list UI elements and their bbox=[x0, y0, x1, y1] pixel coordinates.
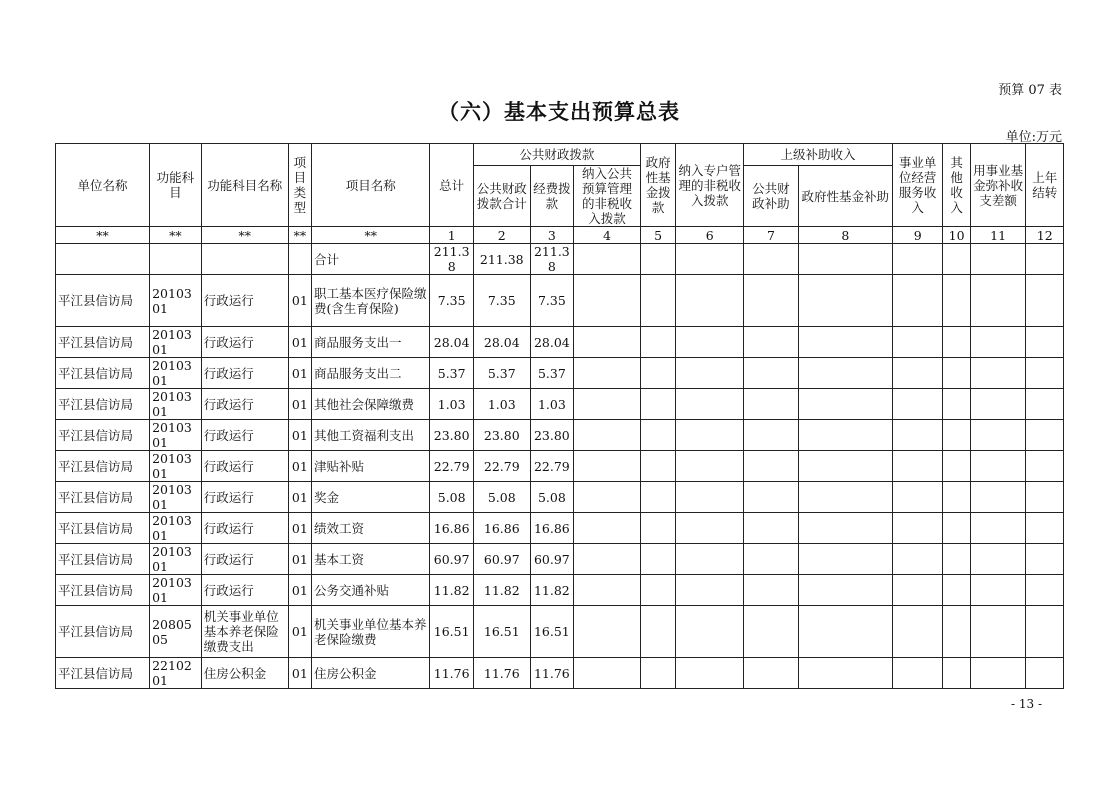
cell-empty bbox=[1026, 544, 1064, 575]
cell-func-name: 行政运行 bbox=[201, 327, 288, 358]
cell-unit: 平江县信访局 bbox=[56, 513, 150, 544]
cell-empty bbox=[640, 658, 675, 689]
cell-empty bbox=[640, 451, 675, 482]
cell-item-type: 01 bbox=[288, 389, 311, 420]
table-row bbox=[56, 389, 1064, 420]
table-row bbox=[56, 358, 1064, 389]
cell-operating-funds: 22.79 bbox=[530, 451, 574, 482]
cell-empty bbox=[892, 275, 943, 327]
cell-unit: 平江县信访局 bbox=[56, 451, 150, 482]
index-cell: ** bbox=[312, 227, 430, 244]
cell-item-name: 机关事业单位基本养老保险缴费 bbox=[312, 606, 430, 658]
cell-total: 16.51 bbox=[430, 606, 474, 658]
cell-func-code: 2010301 bbox=[150, 420, 202, 451]
cell-empty bbox=[798, 575, 892, 606]
sum-row bbox=[56, 244, 1064, 275]
cell-unit: 平江县信访局 bbox=[56, 420, 150, 451]
cell-empty bbox=[574, 327, 641, 358]
cell-item-type: 01 bbox=[288, 575, 311, 606]
cell-operating-funds: 28.04 bbox=[530, 327, 574, 358]
index-row bbox=[56, 227, 1064, 244]
index-cell: 2 bbox=[473, 227, 530, 244]
cell-empty bbox=[640, 482, 675, 513]
cell-total: 5.08 bbox=[430, 482, 474, 513]
index-cell: 3 bbox=[530, 227, 574, 244]
sum-label: 合计 bbox=[312, 244, 430, 275]
cell-empty bbox=[1026, 658, 1064, 689]
cell-item-type: 01 bbox=[288, 658, 311, 689]
form-number: 预算 07 表 bbox=[998, 83, 1062, 98]
cell-total: 28.04 bbox=[430, 327, 474, 358]
header-special-non-tax: 纳入专户管理的非税收入拨款 bbox=[676, 144, 744, 227]
cell-empty bbox=[640, 420, 675, 451]
cell-empty bbox=[574, 575, 641, 606]
cell-empty bbox=[744, 389, 799, 420]
cell-empty bbox=[798, 658, 892, 689]
cell-empty bbox=[744, 513, 799, 544]
cell-func-code: 2010301 bbox=[150, 275, 202, 327]
table-row bbox=[56, 575, 1064, 606]
cell-empty bbox=[970, 658, 1026, 689]
header-gov-fund-subsidy: 政府性基金补助 bbox=[798, 166, 892, 227]
cell-public-fiscal: 11.82 bbox=[473, 575, 530, 606]
cell-empty bbox=[1026, 451, 1064, 482]
cell-empty bbox=[1026, 575, 1064, 606]
cell-total: 22.79 bbox=[430, 451, 474, 482]
index-cell: 12 bbox=[1026, 227, 1064, 244]
header-unit-name: 单位名称 bbox=[56, 144, 150, 227]
header-item-name: 项目名称 bbox=[312, 144, 430, 227]
cell-public-fiscal: 16.51 bbox=[473, 606, 530, 658]
cell-empty bbox=[744, 451, 799, 482]
cell-empty bbox=[892, 482, 943, 513]
cell-item-name: 住房公积金 bbox=[312, 658, 430, 689]
cell-empty bbox=[970, 358, 1026, 389]
cell-empty bbox=[970, 275, 1026, 327]
header-public-fiscal-subsidy: 公共财政补助 bbox=[744, 166, 799, 227]
cell-empty bbox=[676, 575, 744, 606]
cell-empty bbox=[574, 358, 641, 389]
cell-public-fiscal: 5.37 bbox=[473, 358, 530, 389]
cell-total: 11.82 bbox=[430, 575, 474, 606]
cell-func-code: 2010301 bbox=[150, 544, 202, 575]
cell-empty bbox=[892, 420, 943, 451]
cell-empty bbox=[744, 358, 799, 389]
cell-unit: 平江县信访局 bbox=[56, 358, 150, 389]
cell-item-name: 职工基本医疗保险缴费(含生育保险) bbox=[312, 275, 430, 327]
cell-item-type: 01 bbox=[288, 482, 311, 513]
cell-func-code: 2010301 bbox=[150, 575, 202, 606]
cell-func-name: 住房公积金 bbox=[201, 658, 288, 689]
cell-func-code: 2210201 bbox=[150, 658, 202, 689]
cell-func-name: 行政运行 bbox=[201, 451, 288, 482]
cell-unit: 平江县信访局 bbox=[56, 482, 150, 513]
cell-item-type: 01 bbox=[288, 327, 311, 358]
cell-empty bbox=[970, 420, 1026, 451]
cell-empty bbox=[970, 389, 1026, 420]
cell-public-fiscal: 7.35 bbox=[473, 275, 530, 327]
cell-unit: 平江县信访局 bbox=[56, 575, 150, 606]
cell-total: 7.35 bbox=[430, 275, 474, 327]
header-business-income: 事业单位经营服务收入 bbox=[892, 144, 943, 227]
cell-empty bbox=[744, 575, 799, 606]
cell-empty bbox=[943, 544, 970, 575]
table-row bbox=[56, 606, 1064, 658]
cell-func-name: 行政运行 bbox=[201, 389, 288, 420]
sum-operating-funds: 211.38 bbox=[530, 244, 574, 275]
cell-empty bbox=[574, 482, 641, 513]
cell-empty bbox=[798, 606, 892, 658]
cell-empty bbox=[744, 327, 799, 358]
cell-total: 1.03 bbox=[430, 389, 474, 420]
cell-empty bbox=[970, 327, 1026, 358]
cell-unit: 平江县信访局 bbox=[56, 658, 150, 689]
cell-unit: 平江县信访局 bbox=[56, 327, 150, 358]
cell-empty bbox=[1026, 482, 1064, 513]
cell-empty bbox=[943, 451, 970, 482]
cell-empty bbox=[574, 275, 641, 327]
cell-empty bbox=[892, 658, 943, 689]
cell-empty bbox=[1026, 420, 1064, 451]
cell-item-name: 其他工资福利支出 bbox=[312, 420, 430, 451]
cell-empty bbox=[676, 389, 744, 420]
cell-public-fiscal: 22.79 bbox=[473, 451, 530, 482]
cell-empty bbox=[744, 544, 799, 575]
cell-empty bbox=[798, 420, 892, 451]
cell-empty bbox=[744, 658, 799, 689]
cell-empty bbox=[676, 658, 744, 689]
cell-empty bbox=[892, 389, 943, 420]
cell-empty bbox=[943, 420, 970, 451]
cell-func-code: 2080505 bbox=[150, 606, 202, 658]
cell-empty bbox=[1026, 358, 1064, 389]
cell-item-name: 奖金 bbox=[312, 482, 430, 513]
cell-operating-funds: 60.97 bbox=[530, 544, 574, 575]
cell-func-name: 行政运行 bbox=[201, 482, 288, 513]
header-operating-funds: 经费拨款 bbox=[530, 166, 574, 227]
cell-empty bbox=[744, 420, 799, 451]
cell-func-code: 2010301 bbox=[150, 358, 202, 389]
cell-empty bbox=[943, 606, 970, 658]
cell-item-name: 基本工资 bbox=[312, 544, 430, 575]
cell-empty bbox=[1026, 389, 1064, 420]
cell-operating-funds: 7.35 bbox=[530, 275, 574, 327]
cell-item-name: 公务交通补贴 bbox=[312, 575, 430, 606]
cell-empty bbox=[676, 275, 744, 327]
cell-empty bbox=[943, 358, 970, 389]
table-row bbox=[56, 513, 1064, 544]
cell-empty bbox=[676, 482, 744, 513]
cell-public-fiscal: 5.08 bbox=[473, 482, 530, 513]
sum-total: 211.38 bbox=[430, 244, 474, 275]
cell-func-code: 2010301 bbox=[150, 482, 202, 513]
cell-operating-funds: 11.76 bbox=[530, 658, 574, 689]
cell-empty bbox=[892, 513, 943, 544]
cell-empty bbox=[798, 451, 892, 482]
cell-item-type: 01 bbox=[288, 358, 311, 389]
cell-total: 23.80 bbox=[430, 420, 474, 451]
cell-empty bbox=[1026, 327, 1064, 358]
cell-public-fiscal: 1.03 bbox=[473, 389, 530, 420]
cell-empty bbox=[798, 513, 892, 544]
cell-func-code: 2010301 bbox=[150, 389, 202, 420]
cell-empty bbox=[640, 575, 675, 606]
cell-func-code: 2010301 bbox=[150, 327, 202, 358]
cell-empty bbox=[676, 544, 744, 575]
index-cell: 4 bbox=[574, 227, 641, 244]
cell-public-fiscal: 23.80 bbox=[473, 420, 530, 451]
cell-total: 16.86 bbox=[430, 513, 474, 544]
cell-empty bbox=[640, 389, 675, 420]
cell-total: 5.37 bbox=[430, 358, 474, 389]
cell-func-name: 行政运行 bbox=[201, 544, 288, 575]
index-cell: 6 bbox=[676, 227, 744, 244]
cell-empty bbox=[970, 575, 1026, 606]
table-row bbox=[56, 451, 1064, 482]
index-cell: ** bbox=[201, 227, 288, 244]
sum-public-fiscal: 211.38 bbox=[473, 244, 530, 275]
table-row bbox=[56, 327, 1064, 358]
cell-empty bbox=[744, 482, 799, 513]
cell-unit: 平江县信访局 bbox=[56, 544, 150, 575]
cell-operating-funds: 5.37 bbox=[530, 358, 574, 389]
cell-public-fiscal: 11.76 bbox=[473, 658, 530, 689]
cell-item-type: 01 bbox=[288, 513, 311, 544]
cell-empty bbox=[798, 327, 892, 358]
cell-func-code: 2010301 bbox=[150, 513, 202, 544]
index-cell: 8 bbox=[798, 227, 892, 244]
cell-item-type: 01 bbox=[288, 544, 311, 575]
cell-func-name: 行政运行 bbox=[201, 513, 288, 544]
cell-empty bbox=[574, 451, 641, 482]
cell-operating-funds: 5.08 bbox=[530, 482, 574, 513]
cell-empty bbox=[892, 451, 943, 482]
cell-item-name: 商品服务支出二 bbox=[312, 358, 430, 389]
cell-empty bbox=[943, 275, 970, 327]
unit-label: 单位:万元 bbox=[1005, 130, 1062, 145]
cell-empty bbox=[892, 358, 943, 389]
index-cell: ** bbox=[56, 227, 150, 244]
cell-empty bbox=[574, 606, 641, 658]
cell-public-fiscal: 60.97 bbox=[473, 544, 530, 575]
cell-empty bbox=[676, 513, 744, 544]
cell-public-fiscal: 28.04 bbox=[473, 327, 530, 358]
header-other-income: 其他收入 bbox=[943, 144, 970, 227]
cell-empty bbox=[943, 658, 970, 689]
page-title: （六）基本支出预算总表 bbox=[438, 99, 680, 124]
cell-empty bbox=[640, 544, 675, 575]
cell-item-name: 津贴补贴 bbox=[312, 451, 430, 482]
cell-unit: 平江县信访局 bbox=[56, 389, 150, 420]
header-public-fiscal-sum: 公共财政拨款合计 bbox=[473, 166, 530, 227]
cell-func-name: 行政运行 bbox=[201, 420, 288, 451]
cell-total: 11.76 bbox=[430, 658, 474, 689]
header-non-tax-budget: 纳入公共预算管理的非税收入拨款 bbox=[574, 166, 641, 227]
cell-empty bbox=[744, 606, 799, 658]
header-item-type: 项目类型 bbox=[288, 144, 311, 227]
cell-empty bbox=[798, 482, 892, 513]
cell-empty bbox=[798, 544, 892, 575]
cell-item-name: 绩效工资 bbox=[312, 513, 430, 544]
index-cell: 10 bbox=[943, 227, 970, 244]
cell-empty bbox=[943, 482, 970, 513]
cell-empty bbox=[574, 658, 641, 689]
index-cell: 11 bbox=[970, 227, 1026, 244]
cell-empty bbox=[798, 358, 892, 389]
header-gov-fund: 政府性基金拨款 bbox=[640, 144, 675, 227]
index-cell: 9 bbox=[892, 227, 943, 244]
cell-item-name: 其他社会保障缴费 bbox=[312, 389, 430, 420]
cell-operating-funds: 1.03 bbox=[530, 389, 574, 420]
cell-empty bbox=[1026, 606, 1064, 658]
table-row bbox=[56, 544, 1064, 575]
cell-operating-funds: 23.80 bbox=[530, 420, 574, 451]
cell-empty bbox=[892, 575, 943, 606]
cell-empty bbox=[676, 606, 744, 658]
cell-total: 60.97 bbox=[430, 544, 474, 575]
cell-func-name: 行政运行 bbox=[201, 275, 288, 327]
header-func-code: 功能科目 bbox=[150, 144, 202, 227]
cell-empty bbox=[892, 544, 943, 575]
cell-empty bbox=[640, 327, 675, 358]
cell-func-name: 行政运行 bbox=[201, 575, 288, 606]
cell-func-code: 2010301 bbox=[150, 451, 202, 482]
cell-func-name: 行政运行 bbox=[201, 358, 288, 389]
cell-empty bbox=[892, 606, 943, 658]
cell-empty bbox=[640, 275, 675, 327]
cell-empty bbox=[943, 389, 970, 420]
cell-unit: 平江县信访局 bbox=[56, 606, 150, 658]
index-cell: 7 bbox=[744, 227, 799, 244]
cell-item-type: 01 bbox=[288, 275, 311, 327]
cell-empty bbox=[640, 606, 675, 658]
cell-empty bbox=[744, 275, 799, 327]
budget-table bbox=[55, 143, 1064, 689]
index-cell: ** bbox=[288, 227, 311, 244]
cell-item-name: 商品服务支出一 bbox=[312, 327, 430, 358]
header-total: 总计 bbox=[430, 144, 474, 227]
cell-operating-funds: 16.51 bbox=[530, 606, 574, 658]
cell-empty bbox=[798, 275, 892, 327]
table-row bbox=[56, 275, 1064, 327]
cell-empty bbox=[943, 327, 970, 358]
cell-operating-funds: 11.82 bbox=[530, 575, 574, 606]
index-cell: 5 bbox=[640, 227, 675, 244]
cell-empty bbox=[640, 358, 675, 389]
cell-empty bbox=[676, 420, 744, 451]
table-row bbox=[56, 420, 1064, 451]
cell-empty bbox=[943, 513, 970, 544]
cell-empty bbox=[676, 358, 744, 389]
header-superior-subsidy: 上级补助收入 bbox=[744, 144, 893, 166]
cell-empty bbox=[970, 482, 1026, 513]
header-fund-balance: 用事业基金弥补收支差额 bbox=[970, 144, 1026, 227]
index-cell: ** bbox=[150, 227, 202, 244]
cell-empty bbox=[798, 389, 892, 420]
cell-empty bbox=[574, 389, 641, 420]
table-row bbox=[56, 482, 1064, 513]
cell-empty bbox=[970, 606, 1026, 658]
cell-public-fiscal: 16.86 bbox=[473, 513, 530, 544]
header-carry-over: 上年结转 bbox=[1026, 144, 1064, 227]
cell-item-type: 01 bbox=[288, 420, 311, 451]
cell-empty bbox=[574, 513, 641, 544]
cell-empty bbox=[970, 513, 1026, 544]
cell-item-type: 01 bbox=[288, 451, 311, 482]
cell-empty bbox=[970, 544, 1026, 575]
cell-empty bbox=[892, 327, 943, 358]
header-public-fiscal: 公共财政拨款 bbox=[473, 144, 640, 166]
cell-item-type: 01 bbox=[288, 606, 311, 658]
cell-empty bbox=[970, 451, 1026, 482]
cell-empty bbox=[574, 544, 641, 575]
cell-empty bbox=[1026, 275, 1064, 327]
cell-empty bbox=[676, 451, 744, 482]
index-cell: 1 bbox=[430, 227, 474, 244]
cell-operating-funds: 16.86 bbox=[530, 513, 574, 544]
header-func-name: 功能科目名称 bbox=[201, 144, 288, 227]
cell-func-name: 机关事业单位基本养老保险缴费支出 bbox=[201, 606, 288, 658]
page-number: - 13 - bbox=[1010, 697, 1042, 711]
cell-empty bbox=[574, 420, 641, 451]
cell-unit: 平江县信访局 bbox=[56, 275, 150, 327]
table-row bbox=[56, 658, 1064, 689]
cell-empty bbox=[676, 327, 744, 358]
cell-empty bbox=[943, 575, 970, 606]
cell-empty bbox=[1026, 513, 1064, 544]
cell-empty bbox=[640, 513, 675, 544]
